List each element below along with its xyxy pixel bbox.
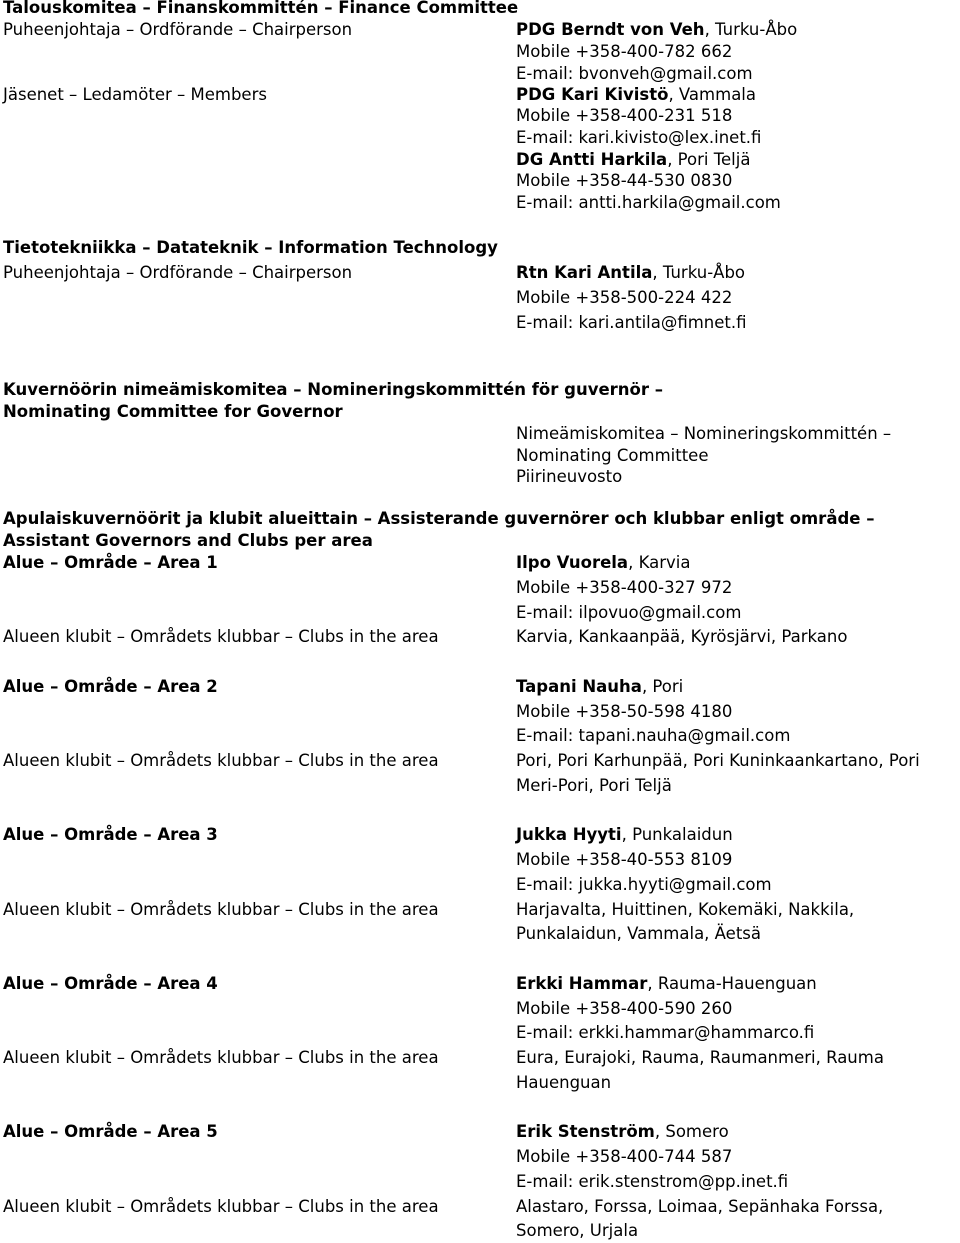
area-governor-email: E-mail: ilpovuo@gmail.com: [516, 603, 742, 622]
assistant-heading-2: Assistant Governors and Clubs per area: [3, 531, 373, 550]
area-label: Alue – Område – Area 1: [3, 553, 218, 572]
it-heading: Tietotekniikka – Datateknik – Information Technology: [3, 238, 498, 257]
area-clubs-label: Alueen klubit – Områdets klubbar – Clubs in the area: [3, 1197, 439, 1216]
area-label: Alue – Område – Area 4: [3, 974, 218, 993]
area-clubs: Eura, Eurajoki, Rauma, Raumanmeri, Rauma: [516, 1048, 884, 1067]
area-clubs: Somero, Urjala: [516, 1221, 639, 1240]
finance-chair-label: Puheenjohtaja – Ordförande – Chairperson: [3, 20, 353, 39]
area-clubs: Harjavalta, Huittinen, Kokemäki, Nakkila,: [516, 900, 855, 919]
it-chair-email: E-mail: kari.antila@fimnet.fi: [516, 313, 747, 332]
finance-member-mobile: Mobile +358-400-231 518: [516, 106, 733, 125]
area-label: Alue – Område – Area 2: [3, 677, 218, 696]
area-clubs: Meri-Pori, Pori Teljä: [516, 776, 672, 795]
area-governor-mobile: Mobile +358-40-553 8109: [516, 850, 733, 869]
finance-chair-email: E-mail: bvonveh@gmail.com: [516, 64, 753, 83]
it-chair-mobile: Mobile +358-500-224 422: [516, 288, 733, 307]
area-label: Alue – Område – Area 5: [3, 1122, 218, 1141]
assistant-heading: Apulaiskuvernöörit ja klubit alueittain – Assisterande guvernörer och klubbar enligt område –: [3, 509, 875, 528]
finance-heading: Talouskomitea – Finanskommittén – Finance Committee: [3, 0, 519, 17]
nominating-heading-2: Nominating Committee for Governor: [3, 402, 343, 421]
area-clubs: Punkalaidun, Vammala, Äetsä: [516, 924, 761, 943]
area-governor-email: E-mail: jukka.hyyti@gmail.com: [516, 875, 772, 894]
area-clubs-label: Alueen klubit – Områdets klubbar – Clubs in the area: [3, 751, 439, 770]
area-governor-email: E-mail: erkki.hammar@hammarco.fi: [516, 1023, 815, 1042]
area-governor-mobile: Mobile +358-50-598 4180: [516, 702, 733, 721]
it-chair-name: Rtn Kari Antila, Turku-Åbo: [516, 263, 746, 282]
area-governor-email: E-mail: tapani.nauha@gmail.com: [516, 726, 791, 745]
finance-chair-mobile: Mobile +358-400-782 662: [516, 42, 733, 61]
area-governor-name: Erkki Hammar, Rauma-Hauenguan: [516, 974, 817, 993]
finance-member-email: E-mail: kari.kivisto@lex.inet.fi: [516, 128, 762, 147]
area-governor-mobile: Mobile +358-400-327 972: [516, 578, 733, 597]
area-clubs-label: Alueen klubit – Områdets klubbar – Clubs in the area: [3, 627, 439, 646]
area-governor-mobile: Mobile +358-400-744 587: [516, 1147, 733, 1166]
area-clubs: Karvia, Kankaanpää, Kyrösjärvi, Parkano: [516, 627, 848, 646]
area-governor-name: Jukka Hyyti, Punkalaidun: [516, 825, 733, 844]
finance-members-label: Jäsenet – Ledamöter – Members: [3, 85, 267, 104]
area-governor-name: Tapani Nauha, Pori: [516, 677, 684, 696]
area-clubs-label: Alueen klubit – Områdets klubbar – Clubs in the area: [3, 900, 439, 919]
area-governor-name: Erik Stenström, Somero: [516, 1122, 729, 1141]
area-governor-email: E-mail: erik.stenstrom@pp.inet.fi: [516, 1172, 789, 1191]
it-chair-label: Puheenjohtaja – Ordförande – Chairperson: [3, 263, 353, 282]
area-clubs: Hauenguan: [516, 1073, 612, 1092]
nominating-line: Piirineuvosto: [516, 467, 623, 486]
area-clubs: Alastaro, Forssa, Loimaa, Sepänhaka Forssa,: [516, 1197, 884, 1216]
finance-member-mobile: Mobile +358-44-530 0830: [516, 171, 733, 190]
area-governor-name: Ilpo Vuorela, Karvia: [516, 553, 691, 572]
area-clubs-label: Alueen klubit – Områdets klubbar – Clubs in the area: [3, 1048, 439, 1067]
area-clubs: Pori, Pori Karhunpää, Pori Kuninkaankartano, Pori: [516, 751, 920, 770]
area-governor-mobile: Mobile +358-400-590 260: [516, 999, 733, 1018]
nominating-heading: Kuvernöörin nimeämiskomitea – Nomineringskommittén för guvernör –: [3, 380, 663, 399]
finance-member-name: PDG Kari Kivistö, Vammala: [516, 85, 756, 104]
finance-chair-name: PDG Berndt von Veh, Turku-Åbo: [516, 20, 798, 39]
nominating-line: Nimeämiskomitea – Nomineringskommittén –: [516, 424, 892, 443]
finance-member-name: DG Antti Harkila, Pori Teljä: [516, 150, 751, 169]
area-label: Alue – Område – Area 3: [3, 825, 218, 844]
nominating-line: Nominating Committee: [516, 446, 709, 465]
finance-member-email: E-mail: antti.harkila@gmail.com: [516, 193, 781, 212]
